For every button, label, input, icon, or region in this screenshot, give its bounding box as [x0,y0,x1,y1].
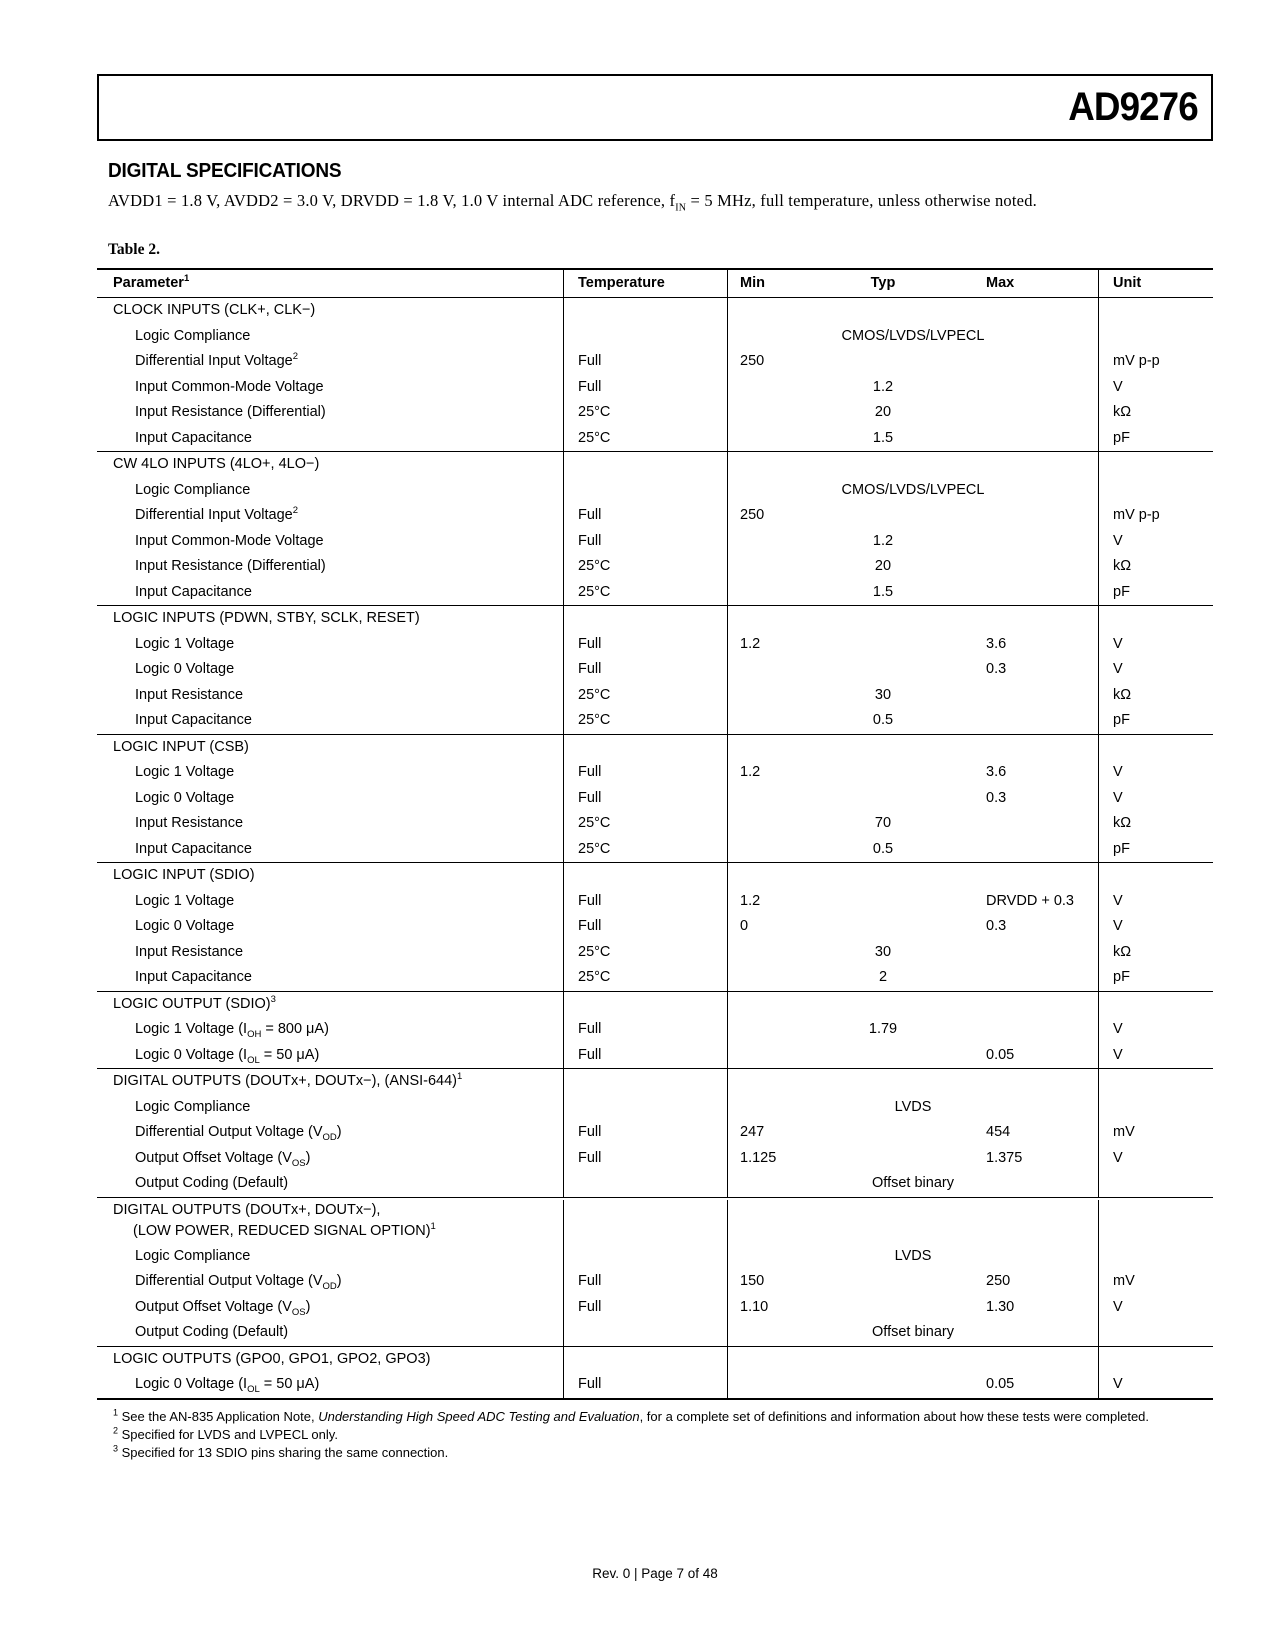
parameter-cell: DIGITAL OUTPUTS (DOUTx+, DOUTx−), (LOW POWER, REDUCED SIGNAL OPTION)$^1$ [113,1201,436,1239]
min-typ-max-cell [727,1171,1098,1197]
unit-cell: V [1098,632,1213,658]
min-value: 150 [740,1273,765,1289]
max-value: 454 [986,1124,1011,1140]
parameter-cell: Input Common-Mode Voltage [135,532,324,549]
min-typ-max-cell [727,992,1098,1018]
section-header-row [97,735,1213,761]
parameter-cell: LOGIC OUTPUT (SDIO)$^3$ [113,993,276,1012]
spec-row [97,811,1213,837]
unit-cell: V [1098,786,1213,812]
spec-row [97,554,1213,580]
col-min-typ-max [727,270,1098,297]
parameter-cell: Input Resistance (Differential) [135,558,326,574]
spec-row [97,786,1213,812]
spec-row [97,1171,1213,1197]
typ-value: 20 [874,404,892,420]
temperature-cell: 25°C [563,426,727,452]
footnote: $^1$ See the AN-835 Application Note, Understanding High Speed ADC Testing and Evaluation, for a complete set of definitions and information about how these tests were completed. [113,1407,1150,1424]
max-value: 0.3 [986,918,1007,934]
typ-value: 1.2 [872,378,894,395]
min-typ-max-cell [727,1347,1098,1373]
typ-value: 1.5 [872,429,894,446]
span-value: LVDS [894,1247,932,1264]
spec-row [97,1095,1213,1121]
min-value: 1.2 [740,892,761,909]
unit-cell [1098,478,1213,504]
max-value: 0.05 [986,1046,1015,1063]
table-body [97,298,1213,1398]
footnote: $^3$ Specified for 13 SDIO pins sharing the same connection. [113,1443,449,1460]
typ-value: 70 [874,815,892,831]
min-typ-max-cell [727,683,1098,709]
unit-cell: kΩ [1098,811,1213,837]
unit-cell [1098,1244,1213,1270]
temperature-cell: Full [563,1295,727,1321]
min-value: 1.2 [740,635,761,652]
unit-cell [1098,992,1213,1018]
section-header-row [97,992,1213,1018]
min-typ-max-cell [727,580,1098,606]
temperature-cell: Full [563,1043,727,1069]
min-typ-max-cell [727,1320,1098,1346]
part-number-box [97,74,1213,141]
min-typ-max-cell [727,400,1098,426]
unit-cell [1098,863,1213,889]
parameter-cell: Output Offset Voltage $(V_{OS})$ [135,1298,311,1318]
parameter-cell: Input Resistance (Differential) [135,404,326,420]
parameter-cell: Logic Compliance [135,1247,251,1264]
table-section [97,298,1213,451]
min-typ-max-cell [727,1146,1098,1172]
col-max: Max [986,275,1015,291]
temperature-cell [563,1171,727,1197]
min-typ-max-cell [727,914,1098,940]
spec-row [97,965,1213,991]
typ-value: 2 [878,969,888,985]
page-footer: Rev. 0 | Page 7 of 48 [592,1566,718,1581]
span-value: Offset binary [872,1324,954,1340]
table-header-row [97,270,1213,298]
unit-cell: pF [1098,837,1213,863]
unit-cell: V [1098,889,1213,915]
span-value: LVDS [894,1098,932,1115]
conditions-text-post: = 5 MHz, full temperature, unless otherwise noted. [686,191,1037,210]
min-typ-max-cell [727,837,1098,863]
col-temperature: Temperature [563,270,727,297]
temperature-cell [563,452,727,478]
parameter-cell: Output Offset Voltage $(V_{OS})$ [135,1149,311,1169]
temperature-cell: 25°C [563,708,727,734]
col-parameter [97,270,563,297]
temperature-cell: Full [563,1269,727,1295]
col-typ: Typ [870,275,896,291]
min-value: 247 [740,1124,765,1140]
temperature-cell [563,298,727,324]
table-caption: Table 2. [108,241,160,258]
min-typ-max-cell [727,529,1098,555]
min-typ-max-cell [727,889,1098,915]
unit-cell: kΩ [1098,554,1213,580]
parameter-cell: Differential Output Voltage $(V_{OD})$ [135,1124,342,1143]
min-typ-max-cell [727,863,1098,889]
min-typ-max-cell [727,657,1098,683]
parameter-cell: Logic 1 Voltage [135,635,235,652]
temperature-cell: 25°C [563,554,727,580]
spec-row [97,478,1213,504]
unit-cell [1098,1347,1213,1373]
spec-row [97,1244,1213,1270]
parameter-cell: Input Capacitance [135,583,252,600]
temperature-cell: 25°C [563,965,727,991]
footnote: $^2$ Specified for LVDS and LVPECL only. [113,1425,338,1442]
footnote-marker: 2 [113,1425,119,1436]
parameter-cell: Input Common-Mode Voltage [135,378,324,395]
unit-cell: kΩ [1098,683,1213,709]
section-header-row [97,1198,1213,1244]
min-typ-max-cell [727,426,1098,452]
max-value: 250 [986,1273,1011,1289]
min-typ-max-cell [727,1120,1098,1146]
min-value: 0 [740,918,749,934]
parameter-cell: Logic Compliance [135,327,251,344]
max-value: 0.3 [986,789,1007,806]
unit-cell: V [1098,1295,1213,1321]
parameter-cell: DIGITAL OUTPUTS (DOUTx+, DOUTx−), (ANSI-644)$^1$ [113,1071,463,1089]
unit-cell [1098,606,1213,632]
parameter-cell: Input Capacitance [135,969,252,985]
temperature-cell: Full [563,760,727,786]
col-unit: Unit [1098,270,1213,297]
unit-cell: pF [1098,965,1213,991]
typ-value: 0.5 [872,712,894,728]
max-value: 3.6 [986,764,1007,780]
parameter-cell: Logic 0 Voltage [135,789,235,806]
parameter-cell: Output Coding (Default) [135,1324,289,1340]
unit-cell: V [1098,1372,1213,1398]
temperature-cell: Full [563,1372,727,1398]
unit-cell: V [1098,529,1213,555]
min-typ-max-cell [727,786,1098,812]
spec-row [97,1320,1213,1346]
max-value: DRVDD + 0.3 [986,892,1074,909]
unit-cell [1098,1200,1213,1244]
spec-row [97,1269,1213,1295]
min-typ-max-cell [727,811,1098,837]
unit-cell: pF [1098,426,1213,452]
footnote-marker: 1 [113,1407,119,1418]
unit-cell: V [1098,760,1213,786]
spec-row [97,657,1213,683]
spec-row [97,1017,1213,1043]
span-value: Offset binary [872,1175,954,1191]
parameter-cell: LOGIC INPUTS (PDWN, STBY, SCLK, RESET) [113,610,420,626]
unit-cell: kΩ [1098,940,1213,966]
parameter-cell: Logic 0 Voltage ($I_{OL} = 50$ μA) [135,1376,320,1395]
parameter-cell: Differential Input Voltage$^2$ [135,351,299,369]
temperature-cell: Full [563,1017,727,1043]
unit-cell [1098,1320,1213,1346]
temperature-cell: Full [563,1120,727,1146]
table-section [97,862,1213,991]
unit-cell: V [1098,1017,1213,1043]
unit-cell [1098,1095,1213,1121]
section-header-row [97,298,1213,324]
table-section [97,605,1213,734]
section-header-row [97,863,1213,889]
min-typ-max-cell [727,1244,1098,1270]
min-typ-max-cell [727,632,1098,658]
min-value: 1.2 [740,764,761,780]
min-value: 1.125 [740,1149,777,1166]
temperature-cell: Full [563,914,727,940]
table-section [97,991,1213,1069]
temperature-cell: Full [563,889,727,915]
parameter-cell: Input Capacitance [135,840,252,857]
min-typ-max-cell [727,349,1098,375]
typ-value: 30 [874,943,892,960]
spec-row [97,426,1213,452]
temperature-cell: Full [563,375,727,401]
spec-row [97,708,1213,734]
parameter-cell: Differential Input Voltage$^2$ [135,505,299,523]
unit-cell: V [1098,914,1213,940]
parameter-cell: Input Resistance [135,943,244,960]
parameter-cell: Logic 0 Voltage [135,918,235,934]
temperature-cell: Full [563,349,727,375]
unit-cell: mV p-p [1098,349,1213,375]
temperature-cell [563,1347,727,1373]
unit-cell [1098,1069,1213,1095]
spec-row [97,529,1213,555]
parameter-cell: LOGIC INPUT (SDIO) [113,867,255,883]
spec-row [97,1120,1213,1146]
temperature-cell [563,1069,727,1095]
spec-row [97,632,1213,658]
parameter-cell: Input Capacitance [135,429,252,446]
part-number: AD9276 [1068,85,1198,129]
min-typ-max-cell [727,1200,1098,1244]
max-value: 0.05 [986,1376,1015,1392]
parameter-cell: Logic 1 Voltage [135,892,235,909]
spec-row [97,1043,1213,1069]
temperature-cell: 25°C [563,683,727,709]
footnotes [105,1408,1190,1462]
unit-cell: V [1098,375,1213,401]
min-typ-max-cell [727,1269,1098,1295]
parameter-cell: Input Capacitance [135,712,252,728]
max-value: 0.3 [986,661,1007,677]
parameter-cell: Logic 0 Voltage [135,661,235,677]
temperature-cell: Full [563,529,727,555]
unit-cell: mV [1098,1120,1213,1146]
table-section [97,451,1213,605]
parameter-cell: Differential Output Voltage $(V_{OD})$ [135,1273,342,1292]
typ-value: 20 [874,558,892,574]
min-typ-max-cell [727,554,1098,580]
min-value: 250 [740,353,765,369]
footnote-marker: 3 [113,1443,119,1454]
temperature-cell [563,324,727,350]
spec-row [97,1295,1213,1321]
table-section [97,1197,1213,1346]
min-typ-max-cell [727,760,1098,786]
temperature-cell: 25°C [563,837,727,863]
unit-cell: V [1098,1146,1213,1172]
spec-row [97,1372,1213,1398]
typ-value: 1.2 [872,532,894,549]
parameter-cell: Logic 0 Voltage ($I_{OL} = 50$ μA) [135,1046,320,1066]
table-section [97,1346,1213,1398]
parameter-cell: Input Resistance [135,815,244,831]
temperature-cell [563,1320,727,1346]
temperature-cell [563,863,727,889]
min-typ-max-cell [727,708,1098,734]
conditions-text-pre: AVDD1 = 1.8 V, AVDD2 = 3.0 V, DRVDD = 1.8 V, 1.0 V internal ADC reference, f [108,191,676,210]
temperature-cell: 25°C [563,400,727,426]
page-title: DIGITAL SPECIFICATIONS [108,160,342,182]
temperature-cell [563,1244,727,1270]
unit-cell: V [1098,1043,1213,1069]
temperature-cell [563,478,727,504]
section-header-row [97,452,1213,478]
section-header-row [97,1347,1213,1373]
spec-row [97,503,1213,529]
section-header-row [97,1069,1213,1095]
digital-specifications-table [97,268,1213,1400]
min-typ-max-cell [727,324,1098,350]
span-value: CMOS/LVDS/LVPECL [841,481,985,498]
parameter-cell: Input Resistance [135,686,244,703]
unit-cell [1098,1171,1213,1197]
min-typ-max-cell [727,1043,1098,1069]
datasheet-page [97,0,1213,1650]
unit-cell [1098,298,1213,324]
min-typ-max-cell [727,1017,1098,1043]
temperature-cell [563,606,727,632]
parameter-cell: CW 4LO INPUTS (4LO+, 4LO−) [113,456,320,472]
unit-cell: pF [1098,708,1213,734]
temperature-cell: 25°C [563,811,727,837]
temperature-cell: Full [563,632,727,658]
parameter-cell: Logic Compliance [135,481,251,498]
temperature-cell [563,1095,727,1121]
min-typ-max-cell [727,478,1098,504]
min-typ-max-cell [727,606,1098,632]
max-value: 1.375 [986,1149,1023,1166]
temperature-cell: Full [563,503,727,529]
max-value: 1.30 [986,1298,1015,1315]
min-typ-max-cell [727,375,1098,401]
min-typ-max-cell [727,965,1098,991]
spec-row [97,400,1213,426]
parameter-cell: Logic 1 Voltage ($I_{OH} = 800$ μA) [135,1021,329,1040]
typ-value: 1.5 [872,583,894,600]
spec-row [97,940,1213,966]
typ-value: 30 [874,686,892,703]
unit-cell: V [1098,657,1213,683]
min-typ-max-cell [727,298,1098,324]
unit-cell: mV [1098,1269,1213,1295]
temperature-cell [563,735,727,761]
spec-row [97,1146,1213,1172]
temperature-cell: 25°C [563,940,727,966]
min-typ-max-cell [727,1295,1098,1321]
unit-cell: mV p-p [1098,503,1213,529]
min-typ-max-cell [727,1372,1098,1398]
temperature-cell [563,1200,727,1244]
min-value: 1.10 [740,1298,769,1315]
parameter-cell: Logic 1 Voltage [135,764,235,780]
table-section [97,734,1213,863]
conditions-text [108,191,1208,213]
spec-row [97,837,1213,863]
max-value: 3.6 [986,635,1007,652]
parameter-cell: Output Coding (Default) [135,1175,289,1191]
section-header-row [97,606,1213,632]
unit-cell: kΩ [1098,400,1213,426]
min-typ-max-cell [727,1095,1098,1121]
min-typ-max-cell [727,735,1098,761]
typ-value: 0.5 [872,840,894,857]
parameter-cell: LOGIC INPUT (CSB) [113,738,249,755]
min-value: 250 [740,507,765,523]
temperature-cell: 25°C [563,580,727,606]
fin-subscript: IN [675,202,687,214]
spec-row [97,760,1213,786]
col-parameter-label: Parameter [113,275,184,291]
span-value: CMOS/LVDS/LVPECL [841,327,985,344]
spec-row [97,580,1213,606]
min-typ-max-cell [727,503,1098,529]
parameter-cell: Logic Compliance [135,1098,251,1115]
spec-row [97,914,1213,940]
min-typ-max-cell [727,1069,1098,1095]
table-section [97,1068,1213,1197]
typ-value: 1.79 [868,1021,898,1037]
min-typ-max-cell [727,452,1098,478]
parameter-cell: CLOCK INPUTS (CLK+, CLK−) [113,302,316,318]
col-min: Min [740,275,765,291]
unit-cell: pF [1098,580,1213,606]
temperature-cell: Full [563,657,727,683]
unit-cell [1098,452,1213,478]
spec-row [97,324,1213,350]
spec-row [97,375,1213,401]
temperature-cell [563,992,727,1018]
spec-row [97,349,1213,375]
temperature-cell: Full [563,786,727,812]
unit-cell [1098,324,1213,350]
unit-cell [1098,735,1213,761]
min-typ-max-cell [727,940,1098,966]
temperature-cell: Full [563,1146,727,1172]
spec-row [97,889,1213,915]
parameter-cell: LOGIC OUTPUTS (GPO0, GPO1, GPO2, GPO3) [113,1350,431,1367]
col-parameter-footnote-marker: 1 [183,273,190,285]
spec-row [97,683,1213,709]
